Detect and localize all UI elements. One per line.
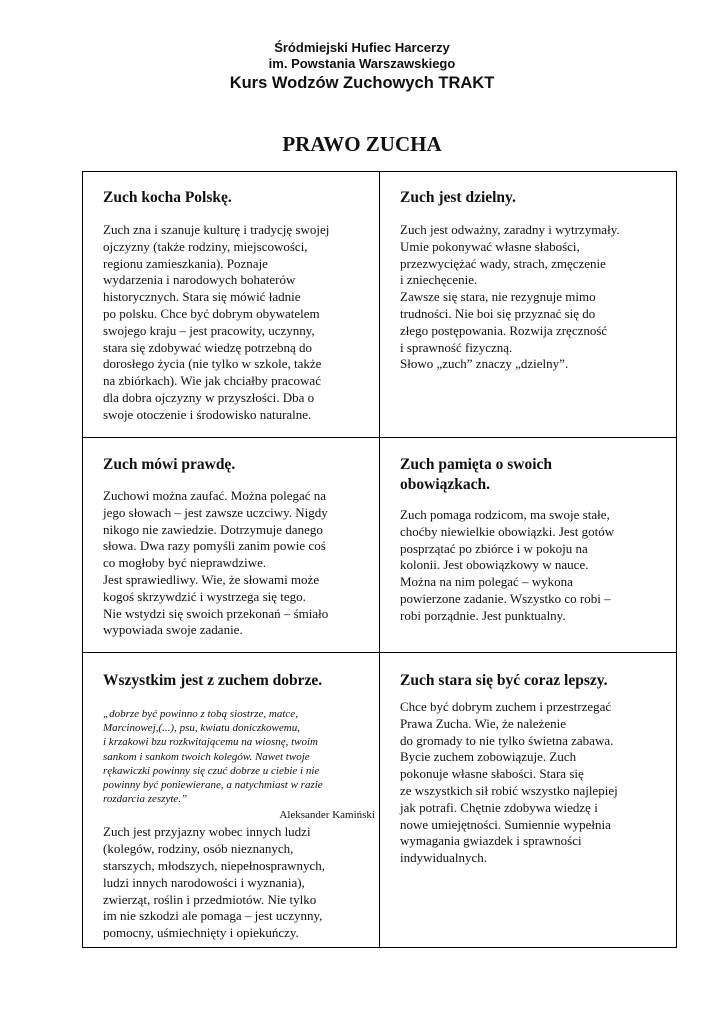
law-title: Zuch pamięta o swoich obowiązkach. [400,456,552,493]
document-header [0,40,724,94]
law-cell-better [400,671,672,867]
header-course-name: Kurs Wodzów Zuchowych TRAKT [229,74,495,92]
law-cell-brave [400,188,672,373]
law-description: Zuch jest przyjazny wobec innych ludzi (kolegów, rodziny, osób nieznanych, starszych, młodszych, niepełnosprawnych, ludzi innych narodowości i wyznania), zwierząt, roślin i przedmiotów. Nie tylko im nie szkodzi ale pomaga – jest uczynny, pomocny, uśmiechnięty i opiekuńczy. [103,824,326,941]
table-column-divider [379,172,380,947]
law-description: Zuchowi można zaufać. Można polegać na jego słowach – jest zawsze uczciwy. Nigdy nikogo nie zawiedzie. Dotrzymuje danego słowa. Dwa razy pomyśli zanim powie coś co mogłoby być nieprawdziwe. Jest sprawiedliwy. Wie, że słowami może kogoś skrzywdzić i wystrzega się tego. Nie wstydzi się swoich przekonań – śmiało wypowiada swoje zadanie. [103,488,329,638]
law-title: Zuch jest dzielny. [400,189,516,206]
law-description: Chce być dobrym zuchem i przestrzegać Prawa Zucha. Wie, że należenie do gromady to nie tylko świetna zabawa. Bycie zuchem zobowiązuje. Zuch pokonuje własne słabości. Stara się ze wszystkich sił robić wszystko najlepiej jak potrafi. Chętnie zdobywa wiedzę i nowe umiejętności. Sumiennie wypełnia wymagania gwiazdek i sprawności indywidualnych. [400,699,618,866]
law-description: Zuch jest odważny, zaradny i wytrzymały. Umie pokonywać własne słabości, przezwyciężać wady, strach, zmęczenie i zniechęcenie. Zawsze się stara, nie rezygnuje mimo trudności. Nie boi się przyznać się do złego postępowania. Rozwija zręczność i sprawność fizyczną. Słowo „zuch” znaczy „dzielny”. [400,222,620,372]
law-description: Zuch pomaga rodzicom, ma swoje stałe, choćby niewielkie obowiązki. Jest gotów posprzątać po zbiórce i w pokoju na kolonii. Jest obowiązkowy w nauce. Można na nim polegać – wykona powierzone zadanie. Wszystko co robi – robi porządnie. Jest punktualny. [400,507,615,623]
law-cell-duties [400,455,672,625]
law-cell-love-poland [103,188,375,424]
law-quote: „dobrze być powinno z tobą siostrze, matce, Marcinowej,(...), psu, kwiatu doniczkowemu, i krzakowi bzu rozkwitającemu na wiosnę, twoim sankom i sankom twoich kolegów. Nawet twoje rękawiczki powinny się czuć dobrze u ciebie i nie powinny być poniewierane, a natychmiast w razie rozdarcia zeszyte.” [103,708,323,806]
law-title: Zuch mówi prawdę. [103,456,236,473]
quote-author: Aleksander Kamiński [279,809,375,822]
law-description: Zuch zna i szanuje kulturę i tradycję swojej ojczyzny (także rodziny, miejscowości, regionu zamieszkania). Poznaje wydarzenia i narodowych bohaterów historycznych. Stara się mówić ładnie po polsku. Chce być dobrym obywatelem swojego kraju – jest pracowity, uczynny, stara się zdobywać wiedzę potrzebną do dorosłego życia (nie tylko w szkole, także na zbiórkach). Wie jak chciałby pracować dla dobra ojczyzny w przyszłości. Dba o swoje otoczenie i środowisko naturalne. [103,222,330,422]
law-cell-everyone-good [103,671,375,942]
law-title: Zuch kocha Polskę. [103,189,232,206]
table-row-divider [83,437,676,438]
law-cell-tells-truth [103,455,375,639]
document-title: PRAWO ZUCHA [282,132,442,156]
table-row-divider [83,652,676,653]
law-title: Zuch stara się być coraz lepszy. [400,672,608,689]
law-title: Wszystkim jest z zuchem dobrze. [103,672,323,689]
header-organization: Śródmiejski Hufiec Harcerzy [274,40,450,55]
law-table [82,171,677,948]
header-patron: im. Powstania Warszawskiego [268,56,456,71]
